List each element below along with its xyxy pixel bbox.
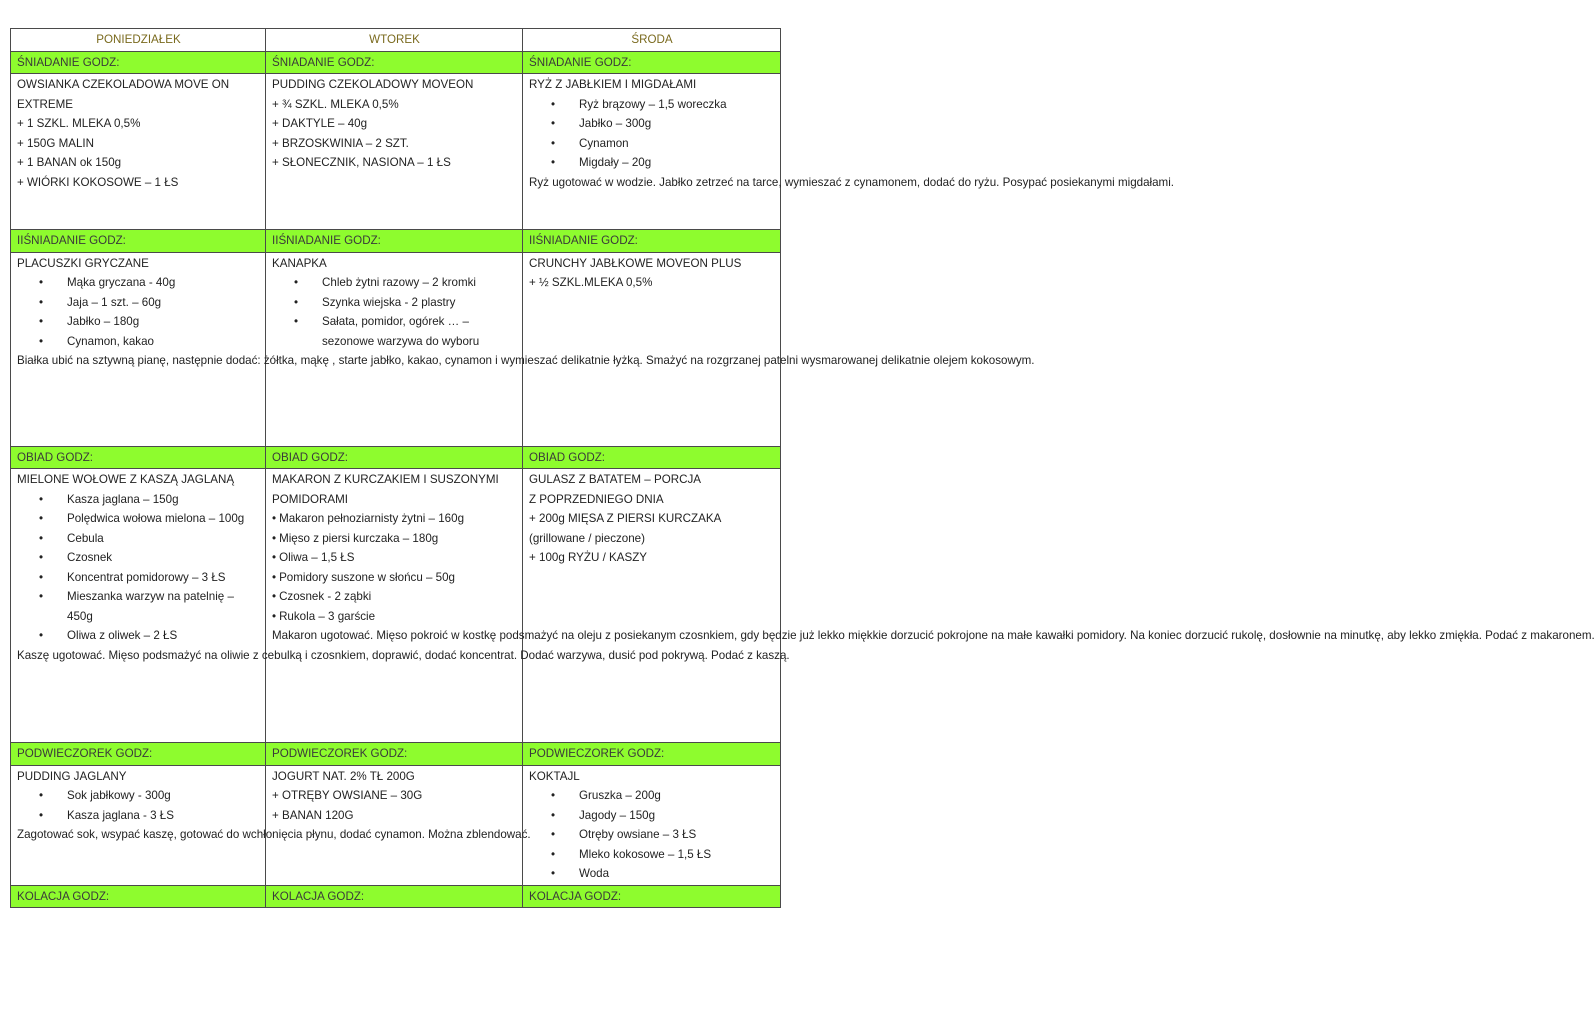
ingredient-item: • Mleko kokosowe – 1,5 ŁS [579,845,775,865]
ingredient-list [17,273,260,351]
ingredient-item: • Sałata, pomidor, ogórek … – sezonowe warzywa do wyboru [322,312,517,351]
meal-label: PODWIECZOREK GODZ: [11,743,266,766]
ingredient-item: • Polędwica wołowa mielona – 100g [67,509,260,529]
bullet-icon: • [272,551,277,564]
ingredient-item: • Mięso z piersi kurczaka – 180g [272,531,439,545]
meal-label: ŚNIADANIE GODZ: [523,51,781,74]
ingredient-item: • Sok jabłkowy - 300g [67,786,260,806]
ingredient-item: • Oliwa z oliwek – 2 ŁS [67,626,260,646]
recipe-line: + OTRĘBY OWSIANE – 30G [272,789,423,802]
tuesday-breakfast-cell [266,74,523,230]
recipe-title: KANAPKA [272,256,327,270]
recipe-title: POMIDORAMI [272,492,349,506]
recipe-line: + 200g MIĘSA Z PIERSI KURCZAKA [529,512,722,525]
ingredient-line: + WIÓRKI KOKOSOWE – 1 ŁS [17,175,179,189]
bullet-icon: • [272,570,277,584]
ingredient-list [17,490,260,646]
meal-label: OBIAD GODZ: [11,446,266,469]
ingredient-item: • Otręby owsiane – 3 ŁS [579,825,775,845]
dinner-header-row [11,885,781,908]
recipe-description: Makaron ugotować. Mięso pokroić w kostkę podsmażyć na oleju z posiekanym czosnkiem, gdy będzie już lekko miękkie dorzucić pokrojone na małe kawałki pomidory. Na koniec dorzucić rukolę, dosłownie na minutkę, aby lekko zmiękła. Podać z makaronem. [272,629,1595,642]
meal-label: KOLACJA GODZ: [266,885,523,908]
recipe-description: Kaszę ugotować. Mięso podsmażyć na oliwie z cebulką i czosnkiem, doprawić, dodać koncentrat. Dodać warzywa, dusić pod pokrywą. Podać z kaszą. [17,648,790,662]
breakfast-row [11,74,781,230]
bullet-icon: • [272,512,277,525]
ingredient-item: • Czosnek [67,548,260,568]
recipe-line: + BANAN 120G [272,808,354,822]
ingredient-line: + SŁONECZNIK, NASIONA – 1 ŁS [272,156,451,169]
ingredient-item: • Chleb żytni razowy – 2 kromki [322,273,517,293]
day-header-row [11,29,781,52]
ingredient-line: + BRZOSKWINIA – 2 SZT. [272,136,409,150]
ingredient-item: • Makaron pełnoziarnisty żytni – 160g [272,512,465,525]
meal-label: IIŚNIADANIE GODZ: [523,230,781,253]
snack-row [11,765,781,885]
ingredient-item: • Cebula [67,529,260,549]
ingredient-line: + DAKTYLE – 40g [272,117,368,130]
ingredient-line: + 150G MALIN [17,136,95,150]
ingredient-item: • Pomidory suszone w słońcu – 50g [272,570,455,584]
wednesday-lunch-cell [523,469,781,743]
lunch-header-row [11,446,781,469]
recipe-title: PUDDING JAGLANY [17,769,127,783]
second-breakfast-header-row [11,230,781,253]
meal-label: PODWIECZOREK GODZ: [523,743,781,766]
ingredient-list [272,273,517,351]
ingredient-list [529,95,775,173]
bullet-icon: • [272,590,277,603]
ingredient-item: • Jabłko – 180g [67,312,260,332]
recipe-line: JOGURT NAT. 2% TŁ 200G [272,769,415,783]
ingredient-item: • Jabłko – 300g [579,114,775,134]
tuesday-second-breakfast-cell [266,252,523,446]
ingredient-item: • Ryż brązowy – 1,5 woreczka [579,95,775,115]
recipe-description: Ryż ugotować w wodzie. Jabłko zetrzeć na tarce, wymieszać z cynamonem, dodać do ryżu. Posypać posiekanymi migdałami. [529,175,1175,189]
ingredient-item: • Gruszka – 200g [579,786,775,806]
ingredient-item: • Migdały – 20g [579,153,775,173]
bullet-icon: • [272,609,277,623]
recipe-line: + 100g RYŻU / KASZY [529,551,648,564]
ingredient-line: + ¾ SZKL. MLEKA 0,5% [272,97,399,111]
ingredient-item: • Jaja – 1 szt. – 60g [67,293,260,313]
recipe-title: RYŻ Z JABŁKIEM I MIGDAŁAMI [529,78,697,91]
day-header-tuesday: WTOREK [266,29,523,52]
recipe-line: GULASZ Z BATATEM – PORCJA [529,473,701,486]
meal-label: OBIAD GODZ: [523,446,781,469]
ingredient-item: • Oliwa – 1,5 ŁS [272,551,355,564]
ingredient-list [529,786,775,884]
ingredient-item: • Mąka gryczana - 40g [67,273,260,293]
meal-label: ŚNIADANIE GODZ: [266,51,523,74]
ingredient-item: • Koncentrat pomidorowy – 3 ŁS [67,568,260,588]
recipe-line: CRUNCHY JABŁKOWE MOVEON PLUS [529,256,742,270]
bullet-icon: • [272,531,277,545]
recipe-title: KOKTAJL [529,769,580,783]
day-header-wednesday: ŚRODA [523,29,781,52]
lunch-row [11,469,781,743]
ingredient-item: • Rukola – 3 garście [272,609,376,623]
recipe-line: + ½ SZKL.MLEKA 0,5% [529,276,653,289]
recipe-title: PLACUSZKI GRYCZANE [17,256,149,270]
recipe-description: Zagotować sok, wsypać kaszę, gotować do wchłonięcia płynu, dodać cynamon. Można zblendować. [17,828,531,841]
recipe-line: (grillowane / pieczone) [529,531,645,545]
ingredient-item: • Czosnek - 2 ząbki [272,590,372,603]
ingredient-item: • Kasza jaglana – 150g [67,490,260,510]
recipe-title: MIELONE WOŁOWE Z KASZĄ JAGLANĄ [17,473,235,486]
ingredient-item: • Cynamon [579,134,775,154]
tuesday-snack-cell [266,765,523,885]
ingredient-item: • Kasza jaglana - 3 ŁS [67,806,260,826]
ingredient-item: • Cynamon, kakao [67,332,260,352]
ingredient-list [17,786,260,825]
ingredient-line: + 1 SZKL. MLEKA 0,5% [17,117,141,130]
ingredient-item: • Mieszanka warzyw na patelnię – 450g [67,587,260,626]
recipe-title: PUDDING CZEKOLADOWY MOVEON [272,78,474,91]
ingredient-item: • Szynka wiejska - 2 plastry [322,293,517,313]
meal-label: PODWIECZOREK GODZ: [266,743,523,766]
snack-header-row [11,743,781,766]
meal-label: KOLACJA GODZ: [523,885,781,908]
wednesday-second-breakfast-cell [523,252,781,446]
day-header-monday: PONIEDZIAŁEK [11,29,266,52]
breakfast-header-row [11,51,781,74]
meal-label: ŚNIADANIE GODZ: [11,51,266,74]
meal-label: OBIAD GODZ: [266,446,523,469]
meal-label: IIŚNIADANIE GODZ: [11,230,266,253]
monday-breakfast-cell [11,74,266,230]
ingredient-item: • Jagody – 150g [579,806,775,826]
recipe-title: MAKARON Z KURCZAKIEM I SUSZONYMI [272,473,499,486]
meal-label: IIŚNIADANIE GODZ: [266,230,523,253]
recipe-description: Białka ubić na sztywną pianę, następnie dodać: żółtka, mąkę , starte jabłko, kakao, cynamon i wymieszać delikatnie łyżką. Smażyć na rozgrzanej patelni wysmarowanej delikatnie olejem kokosowym. [17,354,1035,367]
meal-plan-table [10,28,1595,908]
recipe-title: OWSIANKA CZEKOLADOWA MOVE ON [17,78,230,91]
wednesday-snack-cell [523,765,781,885]
second-breakfast-row [11,252,781,446]
meal-label: KOLACJA GODZ: [11,885,266,908]
recipe-line: Z POPRZEDNIEGO DNIA [529,492,664,506]
recipe-title: EXTREME [17,97,74,111]
wednesday-breakfast-cell [523,74,1175,230]
ingredient-item: • Woda [579,864,775,884]
ingredient-line: + 1 BANAN ok 150g [17,156,122,169]
